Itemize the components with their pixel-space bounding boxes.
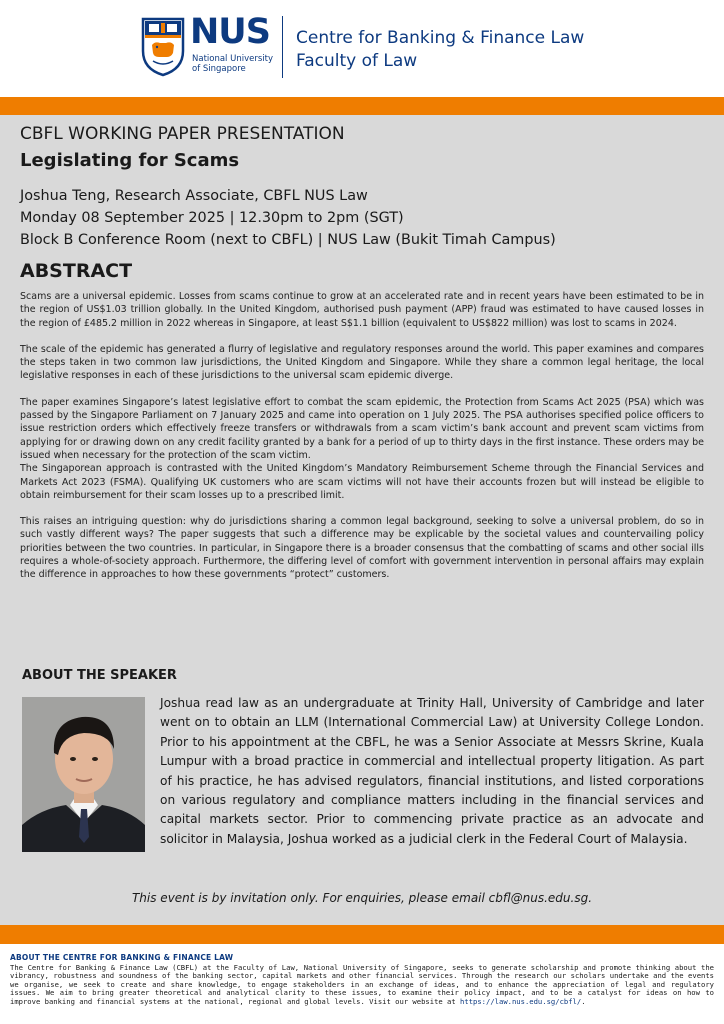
abstract-paragraph: This raises an intriguing question: why do jurisdictions sharing a common legal background, seeking to solve a universal problem, do so in such vastly different ways? The paper suggests that such a difference may be explicable by the societal values and countervailing policy priorities between the two countries. In particular, in Singapore there is a broader consensus that the combatting of scams and other social ills requires a whole-of-society approach. Furthermore, the differing level of comfort with government intervention in personal affairs may explain the difference in approaches to how these governments “protect” customers. [20, 516, 704, 581]
speaker-bio: Joshua read law as an undergraduate at Trinity Hall, University of Cambridge and later went on to obtain an LLM (International Commercial Law) at University College London. Prior to his appointment at the CBFL, he was a Senior Associate at Messrs Skrine, Kuala Lumpur with a broad practice in commercial and intellectual property litigation. As part of his practice, he has advised regulators, financial institutions, and listed corporations on various regulatory and compliance matters including in the financial services and capital markets sector. Prior to commencing private practice as an advocate and solicitor in Malaysia, Joshua worked as a judicial clerk in the Federal Court of Malaysia. [160, 696, 704, 846]
speaker-heading: ABOUT THE SPEAKER [22, 668, 177, 683]
bottom-accent-bar [0, 925, 724, 944]
invitation-note: This event is by invitation only. For enquiries, please email cbfl@nus.edu.sg. [131, 891, 593, 905]
footer-heading: ABOUT THE CENTRE FOR BANKING & FINANCE LAW [10, 953, 234, 962]
portrait-image [22, 697, 145, 852]
centre-title [296, 27, 584, 73]
header-divider [282, 16, 283, 78]
centre-name: Centre for Banking & Finance Law [296, 28, 585, 48]
speaker-photo [22, 697, 145, 852]
speaker-line: Joshua Teng, Research Associate, CBFL NUS Law [20, 188, 368, 204]
footer-text [10, 964, 714, 1006]
event-type: CBFL WORKING PAPER PRESENTATION [20, 124, 345, 144]
page-header [0, 0, 724, 97]
footer-website-link[interactable]: https://law.nus.edu.sg/cbfl/ [460, 996, 582, 1006]
event-venue: Block B Conference Room (next to CBFL) | NUS Law (Bukit Timah Campus) [20, 232, 556, 248]
event-title: Legislating for Scams [20, 150, 240, 171]
top-accent-bar [0, 97, 724, 115]
abstract-paragraph: The scale of the epidemic has generated a flurry of legislative and regulatory responses around the world. This paper examines and compares the steps taken in two common law jurisdictions, the United Kingdom and Singapore. While they share a common legal heritage, the local legislative responses in each of these jurisdictions to the universal scam epidemic diverge. [20, 343, 704, 382]
abstract-body [20, 290, 704, 582]
footer-end: . [581, 996, 586, 1006]
event-datetime: Monday 08 September 2025 | 12.30pm to 2pm (SGT) [20, 210, 404, 226]
nus-logo-subtitle: National University of Singapore [192, 54, 273, 74]
nus-logo-text: NUS [190, 12, 270, 52]
abstract-paragraph: The Singaporean approach is contrasted with the United Kingdom’s Mandatory Reimbursement Scheme through the Financial Services and Markets Act 2023 (FSMA). Qualifying UK customers who are scam victims will not have their accounts frozen but will instead be eligible to obtain reimbursement for their scam losses up to a prescribed limit. [20, 463, 704, 501]
faculty-name: Faculty of Law [296, 51, 418, 71]
nus-crest-icon [141, 17, 185, 77]
footer-description: The Centre for Banking & Finance Law (CBFL) at the Faculty of Law, National University of Singapore, seeks to generate scholarship and promote thinking about the vibrancy, robustness and soundness of the banking sector, capital markets and other financial services. Through the research our scholars undertake and the events we organise, we seek to create and share knowledge, to engage stakeholders in an exchange of ideas, and to enhance the appreciation of legal and regulatory issues. We aim to bring greater theoretical and analytical clarity to these issues, to examine their policy impact, and to be a catalyst for ideas on how to improve banking and financial systems at the national, regional and global levels. Visit our website at [10, 963, 714, 1006]
abstract-heading: ABSTRACT [20, 260, 133, 282]
abstract-paragraph: Scams are a universal epidemic. Losses from scams continue to grow at an accelerated rate and in recent years have been estimated to be in the region of US$1.03 trillion globally. In the United Kingdom, authorised push payment (APP) fraud was estimated to have caused losses in the region of £485.2 million in 2022 whereas in Singapore, at least S$1.1 billion (equivalent to US$822 million) was lost to scams in 2024. [20, 291, 704, 329]
abstract-paragraph: The paper examines Singapore’s latest legislative effort to combat the scam epidemic, the Protection from Scams Act 2025 (PSA) which was passed by the Singapore Parliament on 7 January 2025 and came into operation on 1 July 2025. The PSA authorises specified police officers to issue restriction orders which effectively freeze transfers or withdrawals from a scam victim’s bank account and prevent scam victims from applying for or drawing down on any credit facility granted by a bank for a period of up to thirty days in the first instance. These orders may be issued when necessary for the protection of the scam victim. [20, 396, 704, 461]
